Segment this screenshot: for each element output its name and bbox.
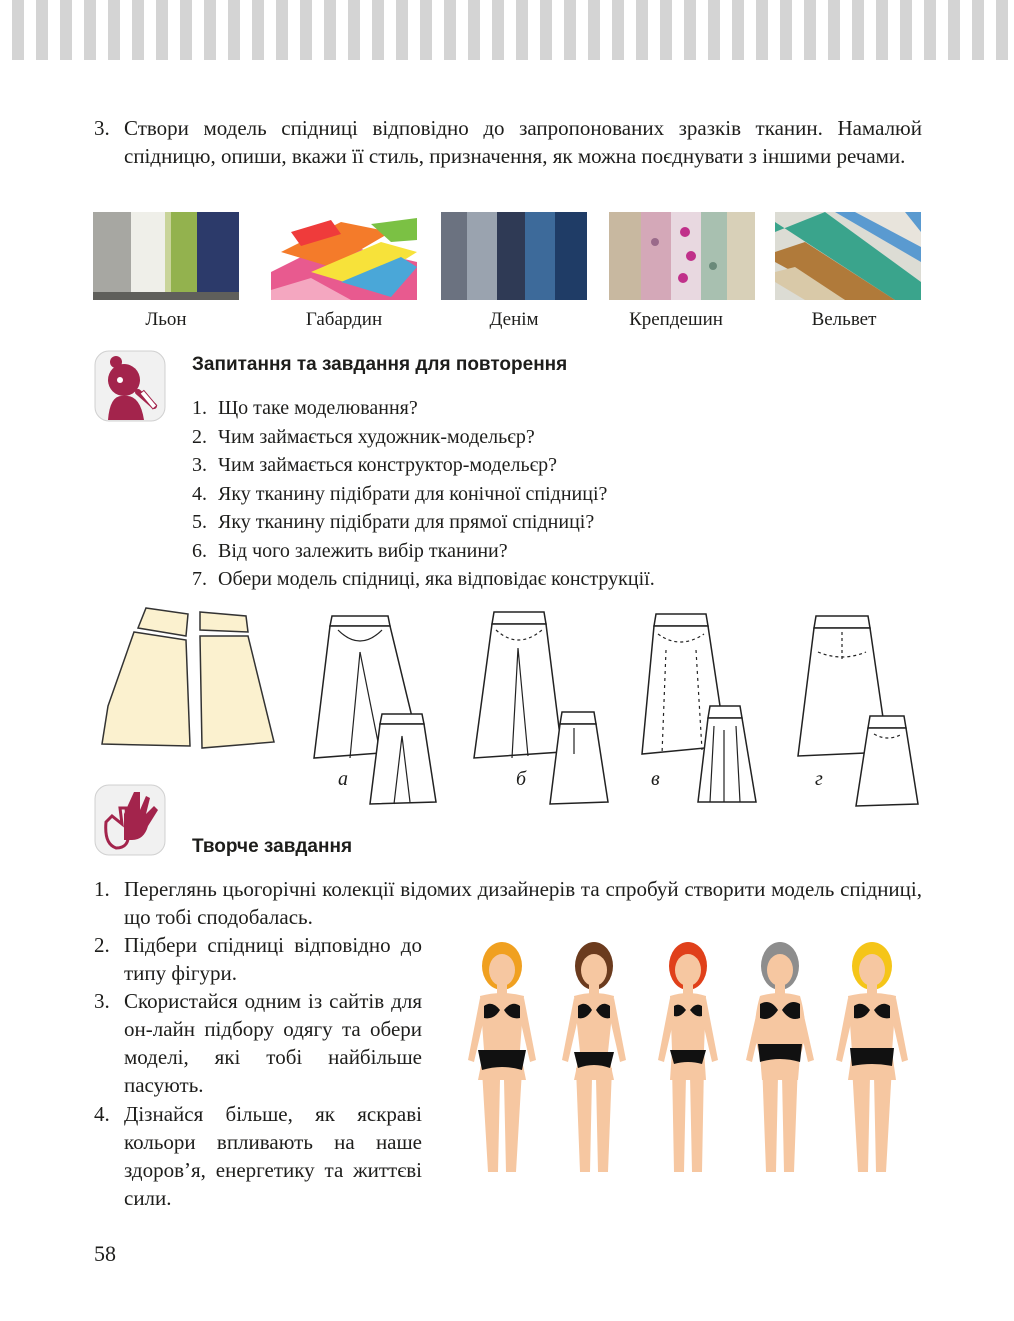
skirt-pattern-pieces bbox=[98, 606, 280, 752]
hands-icon bbox=[94, 784, 166, 856]
skirt-option-a-drawing bbox=[310, 612, 440, 808]
list-item: 2. Чим займається художник-модельєр? bbox=[192, 425, 535, 448]
list-item: 1. Що таке моделювання? bbox=[192, 397, 418, 419]
skirt-option-label: а bbox=[338, 768, 348, 790]
creative-task-2: 2. Підбери спідниці відповідно до типу фігури. bbox=[94, 933, 422, 985]
creative-task-1: 1. Переглянь цьогорічні колекції відомих дизайнерів та спробуй створити модель спідниці, що тобі сподобалась. bbox=[94, 877, 922, 929]
fabric-label-corduroy: Вельвет bbox=[811, 309, 877, 330]
list-item: 5. Яку тканину підібрати для прямої спідниці? bbox=[192, 511, 595, 533]
page-number: 58 bbox=[94, 1241, 116, 1266]
fabric-swatch-linen bbox=[93, 212, 239, 300]
fabric-label-linen: Льон bbox=[145, 309, 187, 330]
fabric-swatch-corduroy bbox=[775, 212, 921, 300]
creative-task-3: 3. Скористайся одним із сайтів для он-лайн підбору одягу та обери моделі, які тобі найбільше пасують. bbox=[94, 989, 422, 1097]
thinking-girl-icon bbox=[94, 350, 166, 422]
top-stripe-border bbox=[0, 0, 1014, 60]
skirt-option-b-drawing bbox=[470, 608, 610, 808]
fabric-label-gabardine: Габардин bbox=[305, 309, 383, 330]
body-type-figure-4 bbox=[738, 940, 822, 1180]
creative-heading: Творче завдання bbox=[192, 836, 353, 857]
fabric-swatch-denim bbox=[441, 212, 587, 300]
review-question-list bbox=[192, 394, 655, 594]
list-item: 7. Обери модель спідниці, яка відповідає конструкції. bbox=[192, 568, 655, 590]
body-type-figure-2 bbox=[552, 940, 636, 1180]
skirt-option-label: в bbox=[651, 768, 660, 790]
creative-task-4: 4. Дізнайся більше, як яскраві кольори впливають на наше здоров’я, енергетику та життєві сили. bbox=[94, 1102, 422, 1210]
body-type-figure-3 bbox=[646, 940, 730, 1180]
skirt-option-label: г bbox=[815, 768, 823, 790]
task-3-paragraph bbox=[94, 114, 922, 170]
fabric-label-crepe-de-chine: Крепдешин bbox=[629, 309, 723, 330]
body-type-figure-5 bbox=[830, 940, 914, 1180]
task-3-text: Створи модель спідниці відповідно до запропонованих зразків тканин. Намалюй спідницю, опиши, вкажи її стиль, призначення, як можна поєднувати з іншими речами. bbox=[124, 116, 922, 168]
list-item: 4. Яку тканину підібрати для конічної спідниці? bbox=[192, 482, 608, 505]
review-heading: Запитання та завдання для повторення bbox=[192, 354, 568, 375]
list-item: 6. Від чого залежить вибір тканини? bbox=[192, 539, 508, 562]
fabric-swatch-crepe-de-chine bbox=[609, 212, 755, 300]
fabric-swatch-gabardine bbox=[271, 212, 417, 300]
list-item: 3. Чим займається конструктор-модельєр? bbox=[192, 454, 558, 476]
fabric-label-denim: Денім bbox=[489, 309, 539, 330]
task-3-number: 3. bbox=[94, 116, 110, 140]
body-type-figure-1 bbox=[460, 940, 544, 1180]
skirt-option-label: б bbox=[516, 768, 527, 790]
